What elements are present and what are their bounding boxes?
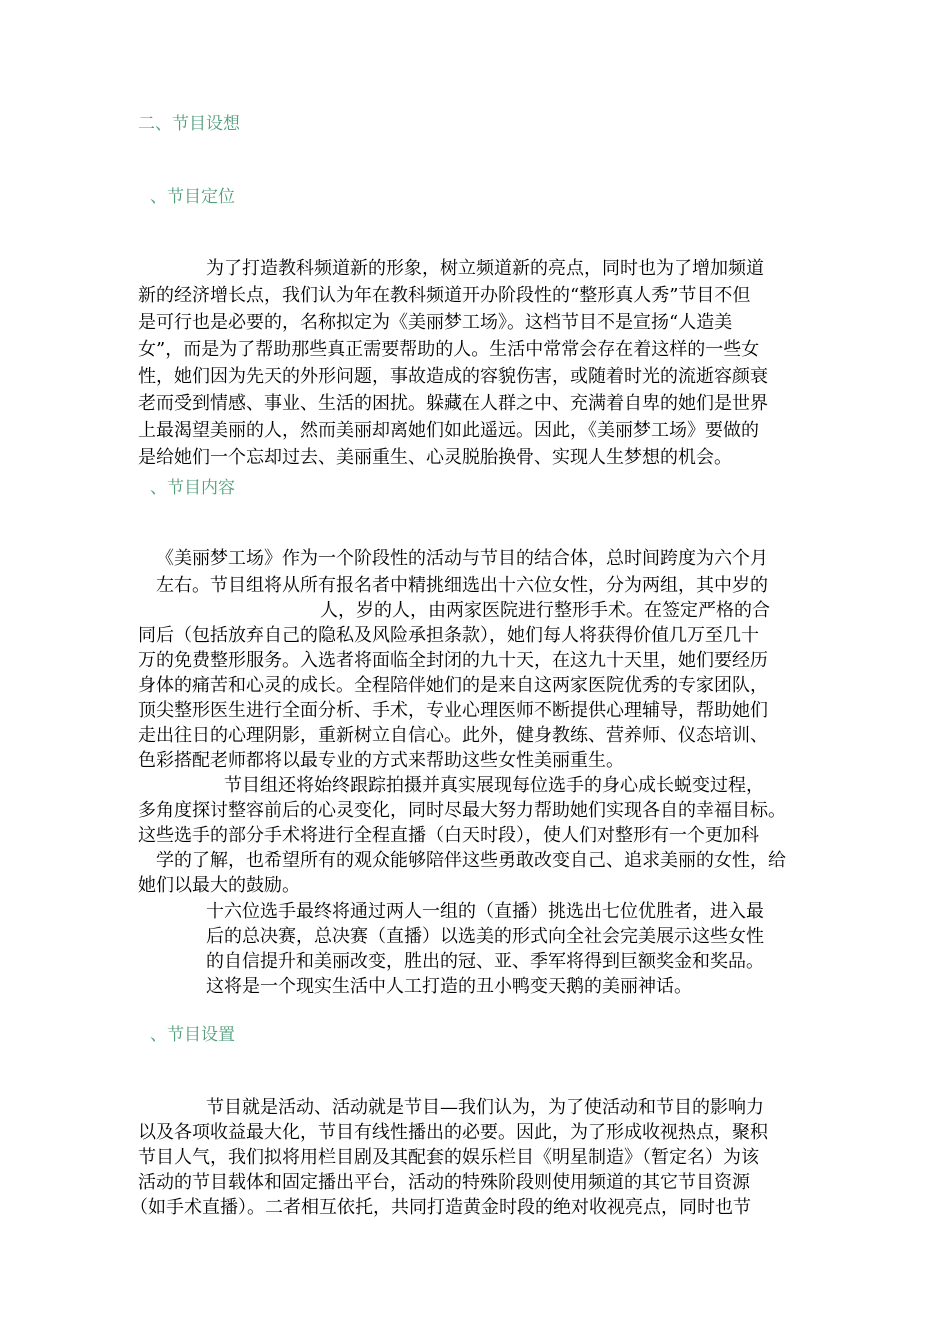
paragraph-line: 是可行也是必要的，名称拟定为《美丽梦工场》。这档节目不是宣扬“人造美 [138, 312, 733, 333]
paragraph-line: 节目就是活动、活动就是节目—我们认为，为了使活动和节目的影响力 [206, 1097, 764, 1118]
paragraph-line: 的自信提升和美丽改变，胜出的冠、亚、季军将得到巨额奖金和奖品。 [206, 951, 764, 972]
paragraph-line: 《美丽梦工场》作为一个阶段性的活动与节目的结合体，总时间跨度为六个月 [156, 548, 768, 569]
paragraph-line: 性，她们因为先天的外形问题，事故造成的容貌伤害，或随着时光的流逝容颜衰 [138, 366, 768, 387]
section-heading-setting: 、节目设置 [150, 1025, 235, 1045]
paragraph-line: 是给她们一个忘却过去、美丽重生、心灵脱胎换骨、实现人生梦想的机会。 [138, 447, 732, 468]
paragraph-line: 节目组还将始终跟踪拍摄并真实展现每位选手的身心成长蜕变过程， [224, 775, 764, 796]
paragraph-line: 顶尖整形医生进行全面分析、手术，专业心理医师不断提供心理辅导，帮助她们 [138, 700, 768, 721]
paragraph-line: 她们以最大的鼓励。 [138, 875, 300, 896]
section-heading-content: 、节目内容 [150, 478, 235, 498]
paragraph-line: 活动的节目载体和固定播出平台，活动的特殊阶段则使用频道的其它节目资源 [138, 1172, 750, 1193]
paragraph-line: 女”，而是为了帮助那些真正需要帮助的人。生活中常常会存在着这样的一些女 [138, 339, 760, 360]
paragraph-line: 后的总决赛，总决赛（直播）以选美的形式向全社会完美展示这些女性 [206, 926, 764, 947]
paragraph-line: 新的经济增长点，我们认为年在教科频道开办阶段性的“整形真人秀”节目不但 [138, 285, 751, 306]
paragraph-line: 学的了解，也希望所有的观众能够陪伴这些勇敢改变自己、追求美丽的女性，给 [156, 850, 786, 871]
section-heading-positioning: 、节目定位 [150, 187, 235, 207]
paragraph-line: 为了打造教科频道新的形象，树立频道新的亮点，同时也为了增加频道 [206, 258, 764, 279]
paragraph-line: 色彩搭配老师都将以最专业的方式来帮助这些女性美丽重生。 [138, 750, 624, 771]
paragraph-line: 走出往日的心理阴影，重新树立自信心。此外，健身教练、营养师、仪态培训、 [138, 725, 768, 746]
paragraph-line: 身体的痛苦和心灵的成长。全程陪伴她们的是来自这两家医院优秀的专家团队， [138, 675, 768, 696]
paragraph-line: 这些选手的部分手术将进行全程直播（白天时段），使人们对整形有一个更加科 [138, 825, 759, 846]
paragraph-line: 多角度探讨整容前后的心灵变化，同时尽最大努力帮助她们实现各自的幸福目标。 [138, 800, 786, 821]
paragraph-line: 老而受到情感、事业、生活的困扰。躲藏在人群之中、充满着自卑的她们是世界 [138, 393, 768, 414]
paragraph-line: 这将是一个现实生活中人工打造的丑小鸭变天鹅的美丽神话。 [206, 976, 692, 997]
paragraph-line: 左右。节目组将从所有报名者中精挑细选出十六位女性，分为两组，其中岁的 [156, 575, 768, 596]
paragraph-line: 以及各项收益最大化，节目有线性播出的必要。因此，为了形成收视热点，聚积 [138, 1122, 768, 1143]
paragraph-line: 上最渴望美丽的人，然而美丽却离她们如此遥远。因此，《美丽梦工场》要做的 [138, 420, 759, 441]
paragraph-line: 万的免费整形服务。入选者将面临全封闭的九十天，在这九十天里，她们要经历 [138, 650, 768, 671]
paragraph-line: 节目人气，我们拟将用栏目剧及其配套的娱乐栏目《明星制造》（暂定名）为该 [138, 1147, 759, 1168]
paragraph-line: 十六位选手最终将通过两人一组的（直播）挑选出七位优胜者，进入最 [206, 901, 764, 922]
paragraph-line: （如手术直播）。二者相互依托，共同打造黄金时段的绝对收视亮点，同时也节 [130, 1197, 751, 1218]
paragraph-line: 人，岁的人，由两家医院进行整形手术。在签定严格的合 [320, 600, 770, 621]
paragraph-line: 同后（包括放弃自己的隐私及风险承担条款），她们每人将获得价值几万至几十 [138, 625, 759, 646]
main-heading: 二、节目设想 [138, 114, 240, 134]
